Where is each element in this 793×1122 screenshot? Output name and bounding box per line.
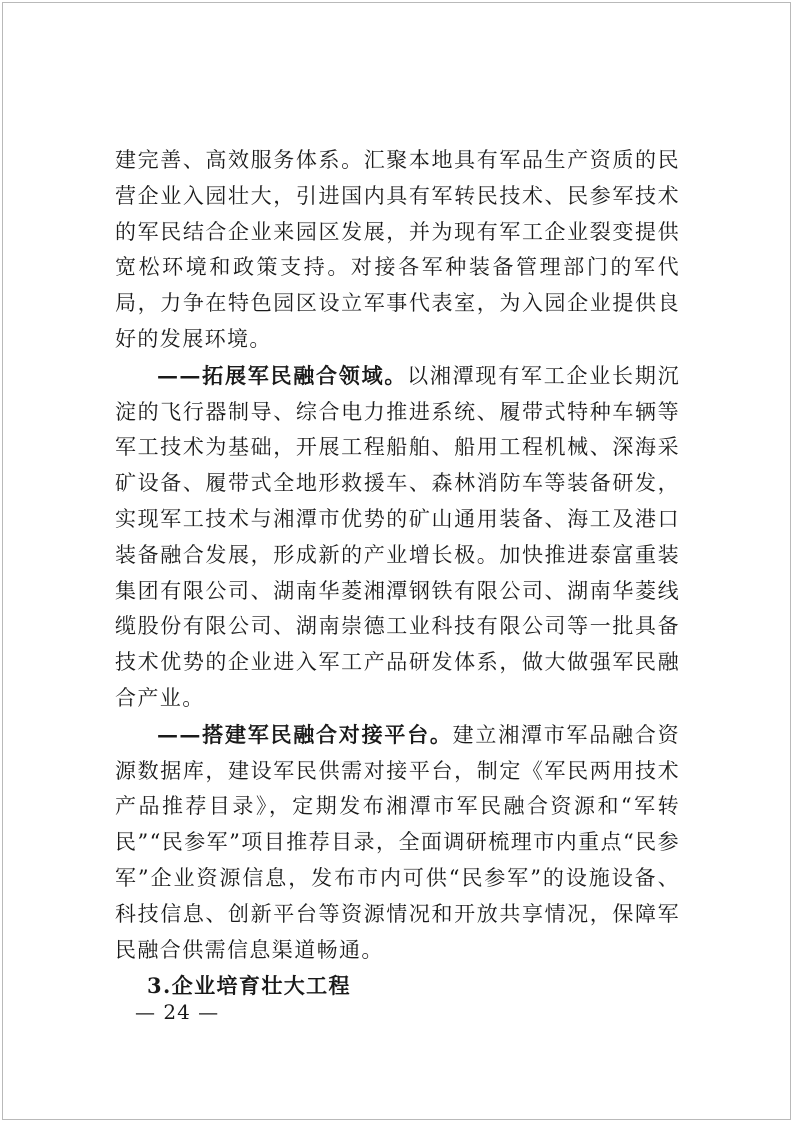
paragraph-lead-heading: ——拓展军民融合领域。 [157,362,408,388]
paragraph-docking-platform [115,717,680,969]
page-number: — 24 — [135,1000,220,1024]
paragraph-service-system [115,143,680,358]
paragraph-text: 建立湘潭市军品融合资源数据库，建设军民供需对接平台，制定《军民两用技术产品推荐目录》，定期发布湘潭市军民融合资源和“军转民”“民参军”项目推荐目录，全面调研梳理市内重点“民参军”企业资源信息，发布市内可供“民参军”的设施设备、科技信息、创新平台等资源情况和开放共享情况，保障军民融合供需信息渠道畅通。 [115,722,680,962]
paragraph-expand-fields [115,358,680,717]
paragraph-text: 以湘潭现有军工企业长期沉淀的飞行器制导、综合电力推进系统、履带式特种车辆等军工技术为基础，开展工程船舶、船用工程机械、深海采矿设备、履带式全地形救援车、森林消防车等装备研发，实现军工技术与湘潭市优势的矿山通用装备、海工及港口装备融合发展，形成新的产业增长极。加快推进泰富重装集团有限公司、湖南华菱湘潭钢铁有限公司、湖南华菱线缆股份有限公司、湖南崇德工业科技有限公司等一批具备技术优势的企业进入军工产品研发体系，做大做强军民融合产业。 [115,363,680,710]
section-heading: 3.企业培育壮大工程 [147,973,351,999]
document-body [115,143,680,1004]
paragraph-lead-heading: ——搭建军民融合对接平台。 [157,721,453,747]
paragraph-text: 建完善、高效服务体系。汇聚本地具有军品生产资质的民营企业入园壮大，引进国内具有军转民技术、民参军技术的军民结合企业来园区发展，并为现有军工企业裂变提供宽松环境和政策支持。对接各军种装备管理部门的军代局，力争在特色园区设立军事代表室，为入园企业提供良好的发展环境。 [115,148,680,351]
